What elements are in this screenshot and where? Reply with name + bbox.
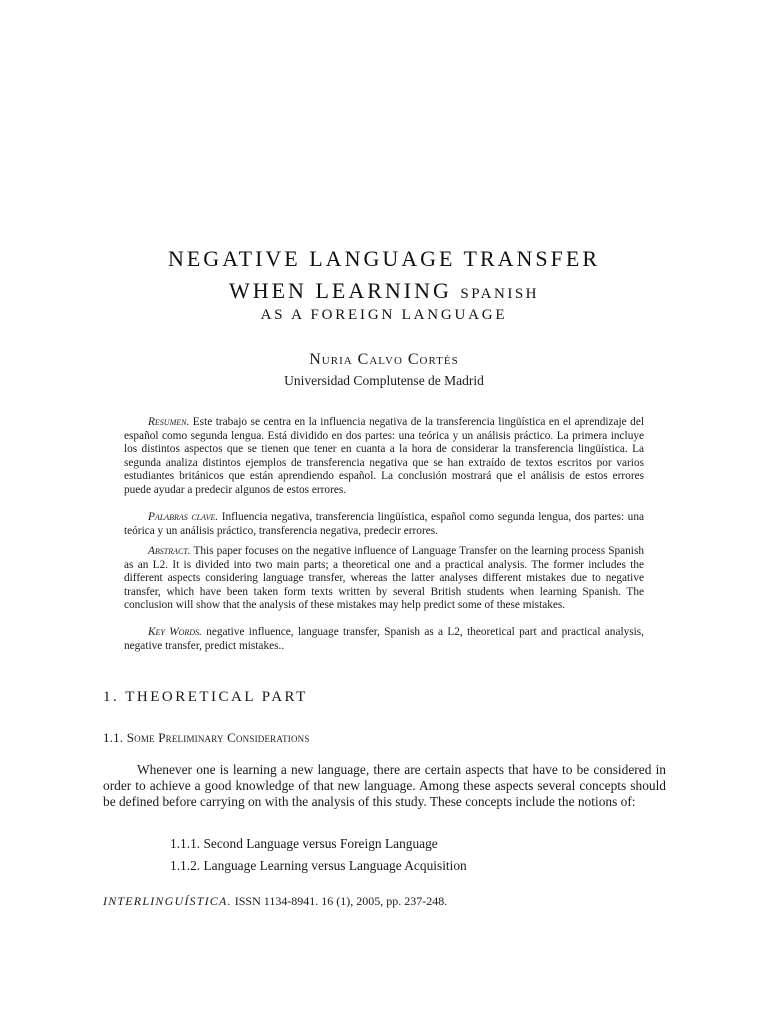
abstract-text: This paper focuses on the negative influence of Language Transfer on the learning process Spanish as an L2. It is divided into two main parts; a theoretical one and a practical analysis. The former includes the different aspects considering language transfer, whereas the latter analyses different mistakes due to negative transfer, which have been taken form texts written by several British students when learning Spanish. The conclusion will show that the analysis of these mistakes may help predict some of these mistakes. [124, 545, 644, 612]
body-paragraph: Whenever one is learning a new language, there are certain aspects that have to be considered in order to achieve a good knowledge of that new language. Among these aspects several concepts should be defined before carrying on with the analysis of this study. These concepts include the notions of: [103, 762, 666, 809]
abstract-paragraph [124, 545, 644, 613]
title-line-2-main: WHEN LEARNING [228, 278, 461, 303]
resumen-label: Resumen. [148, 416, 190, 428]
journal-citation: ISSN 1134-8941. 16 (1), 2005, pp. 237-248. [231, 894, 448, 908]
author-affiliation: Universidad Complutense de Madrid [284, 373, 484, 388]
palabras-clave-paragraph [124, 511, 644, 538]
title-line-3: AS A FOREIGN LANGUAGE [260, 307, 508, 323]
palabras-clave-text: Influencia negativa, transferencia lingüística, español como segunda lengua, dos partes: una teórica y un análisis práctico, transferencia negativa, predecir errores. [124, 511, 644, 537]
key-words-text: negative influence, language transfer, Spanish as a L2, theoretical part and practical analysis, negative transfer, predict mistakes.. [124, 626, 644, 652]
key-words-paragraph [124, 626, 644, 653]
abstract-label: Abstract. [148, 545, 191, 557]
journal-name: INTERLINGUÍSTICA. [103, 894, 232, 908]
resumen-paragraph [124, 416, 644, 498]
resumen-text: Este trabajo se centra en la influencia negativa de la transferencia lingüística en el aprendizaje del español como segunda lengua. Está dividido en dos partes: una teórica y un análisis práctico. La primera incluye los distintos aspectos que se tienen que tener en cuanta a la hora de considerar la transferencia lingüística. La segunda analiza distintos ejemplos de transferencia negativa que se han extraído de textos escritos por varios estudiantes británicos que están aprendiendo español. La conclusión mostrará que el análisis de estos errores puede ayudar a predecir algunos de estos errores. [124, 416, 644, 496]
author-name: Nuria Calvo Cortés [309, 351, 459, 368]
journal-footer [103, 894, 447, 909]
list-item: 1.1.2. Language Learning versus Language Acquisition [170, 858, 467, 873]
key-words-label: Key Words. [148, 626, 202, 638]
title-line-2-small: SPANISH [460, 286, 540, 302]
palabras-clave-label: Palabras clave. [148, 511, 219, 523]
list-item: 1.1.1. Second Language versus Foreign Language [170, 836, 438, 851]
title-line-2 [0, 278, 768, 304]
subsection-heading: 1.1. Some Preliminary Considerations [103, 730, 310, 745]
section-heading: 1. THEORETICAL PART [103, 689, 308, 705]
title-line-1: NEGATIVE LANGUAGE TRANSFER [167, 246, 601, 271]
